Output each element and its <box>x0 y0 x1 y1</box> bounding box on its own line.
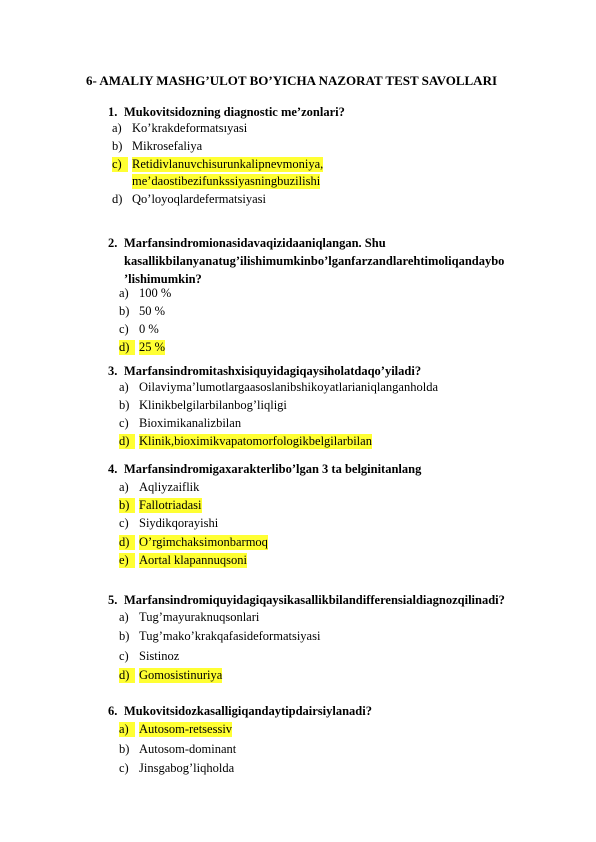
option-text: Qo’loyoqlardefermatsiyasi <box>132 192 266 206</box>
question-number: 6. <box>108 704 118 718</box>
question-text: Mukovitsidozkasalligiqandaytipdairsiylanadi? <box>124 704 372 718</box>
option-letter: d) <box>119 668 135 683</box>
question-text: kasallikbilanyanatug’ilishimumkinbo’lganfarzandlarehtimoliqandaybo <box>124 254 505 268</box>
option-letter: d) <box>112 192 123 206</box>
option-text-highlighted: O’rgimchaksimonbarmoq <box>139 534 268 549</box>
option-letter: a) <box>119 286 129 300</box>
option-text: Tug’mako’krakqafasideformatsiyasi <box>139 629 321 644</box>
option-text: Jinsgabog’liqholda <box>139 761 235 775</box>
option-letter: b) <box>119 398 130 412</box>
option-text-highlighted: Retidivlanuvchisurunkalipnevmoniya, <box>132 157 324 171</box>
page-title: 6- AMALIY MASHG’ULOT BO’YICHA NAZORAT TEST SAVOLLARI <box>86 73 498 88</box>
option-letter: c) <box>119 322 129 336</box>
option-text: 100 % <box>139 286 172 300</box>
option-letter: b) <box>119 498 135 513</box>
option-text: 50 % <box>139 304 166 318</box>
option-text-highlighted: Aortal klapannuqsoni <box>139 552 247 567</box>
option-letter: c) <box>119 516 129 531</box>
option-text: Siydikqorayishi <box>139 516 219 531</box>
option-letter: a) <box>119 480 129 494</box>
option-letter: c) <box>119 648 129 663</box>
option-letter: e) <box>119 553 135 568</box>
option-letter: a) <box>119 380 129 394</box>
option-letter: d) <box>119 340 135 355</box>
option-text-highlighted: Klinik,bioximikvapatomorfologikbelgilarbilan <box>139 434 372 448</box>
option-text: Autosom-dominant <box>139 741 237 756</box>
question-number: 3. <box>108 364 118 378</box>
option-letter: b) <box>119 629 130 644</box>
option-letter: c) <box>119 416 129 430</box>
option-letter: c) <box>119 761 129 775</box>
option-letter: a) <box>119 610 129 624</box>
option-text: Ko’krakdeformatsıyasi <box>132 121 248 135</box>
option-text: Sistinoz <box>139 648 180 663</box>
option-letter: d) <box>119 535 135 550</box>
option-text: Aqliyzaiflik <box>139 480 200 494</box>
option-letter: b) <box>112 139 123 153</box>
option-text-highlighted: me’daostibezifunkssiyasningbuzilishi <box>132 174 321 188</box>
question-text: Mukovitsidozning diagnostic me’zonlari? <box>124 105 345 119</box>
question-number: 5. <box>108 593 118 607</box>
question-number: 2. <box>108 236 118 250</box>
question-text: Marfansindromigaxarakterlibo’lgan 3 ta belginitanlang <box>124 462 422 476</box>
option-text: Klinikbelgilarbilanbog’liqligi <box>139 398 287 412</box>
option-text: Oilaviyma’lumotlargaasoslanibshikoyatlarianiqlanganholda <box>139 380 438 394</box>
option-letter: d) <box>119 434 135 449</box>
question-text: Marfansindromitashxisiquyidagiqaysiholatdaqo’yiladi? <box>124 364 422 378</box>
option-letter: b) <box>119 741 130 756</box>
option-letter: a) <box>112 121 122 135</box>
option-text-highlighted: 25 % <box>139 340 166 354</box>
question-text: Marfansindromiquyidagiqaysikasallikbilandifferensialdiagnozqilinadi? <box>124 593 505 607</box>
option-text: Tug’mayuraknuqsonlari <box>139 610 260 624</box>
option-letter: c) <box>112 157 128 172</box>
option-letter: b) <box>119 304 130 318</box>
question-number: 1. <box>108 105 118 119</box>
question-number: 4. <box>108 462 118 476</box>
option-letter: a) <box>119 722 135 737</box>
question-text: ’lishimumkin? <box>124 272 202 286</box>
option-text: Mikrosefaliya <box>132 139 203 153</box>
option-text-highlighted: Gomosistinuriya <box>139 667 223 682</box>
option-text-highlighted: Fallotriadasi <box>139 498 202 513</box>
option-text: Bioximikanalizbilan <box>139 416 242 430</box>
question-text: Marfansindromionasidavaqizidaaniqlangan. Shu <box>124 236 386 250</box>
option-text: 0 % <box>139 322 159 336</box>
option-text-highlighted: Autosom-retsessiv <box>139 722 233 736</box>
